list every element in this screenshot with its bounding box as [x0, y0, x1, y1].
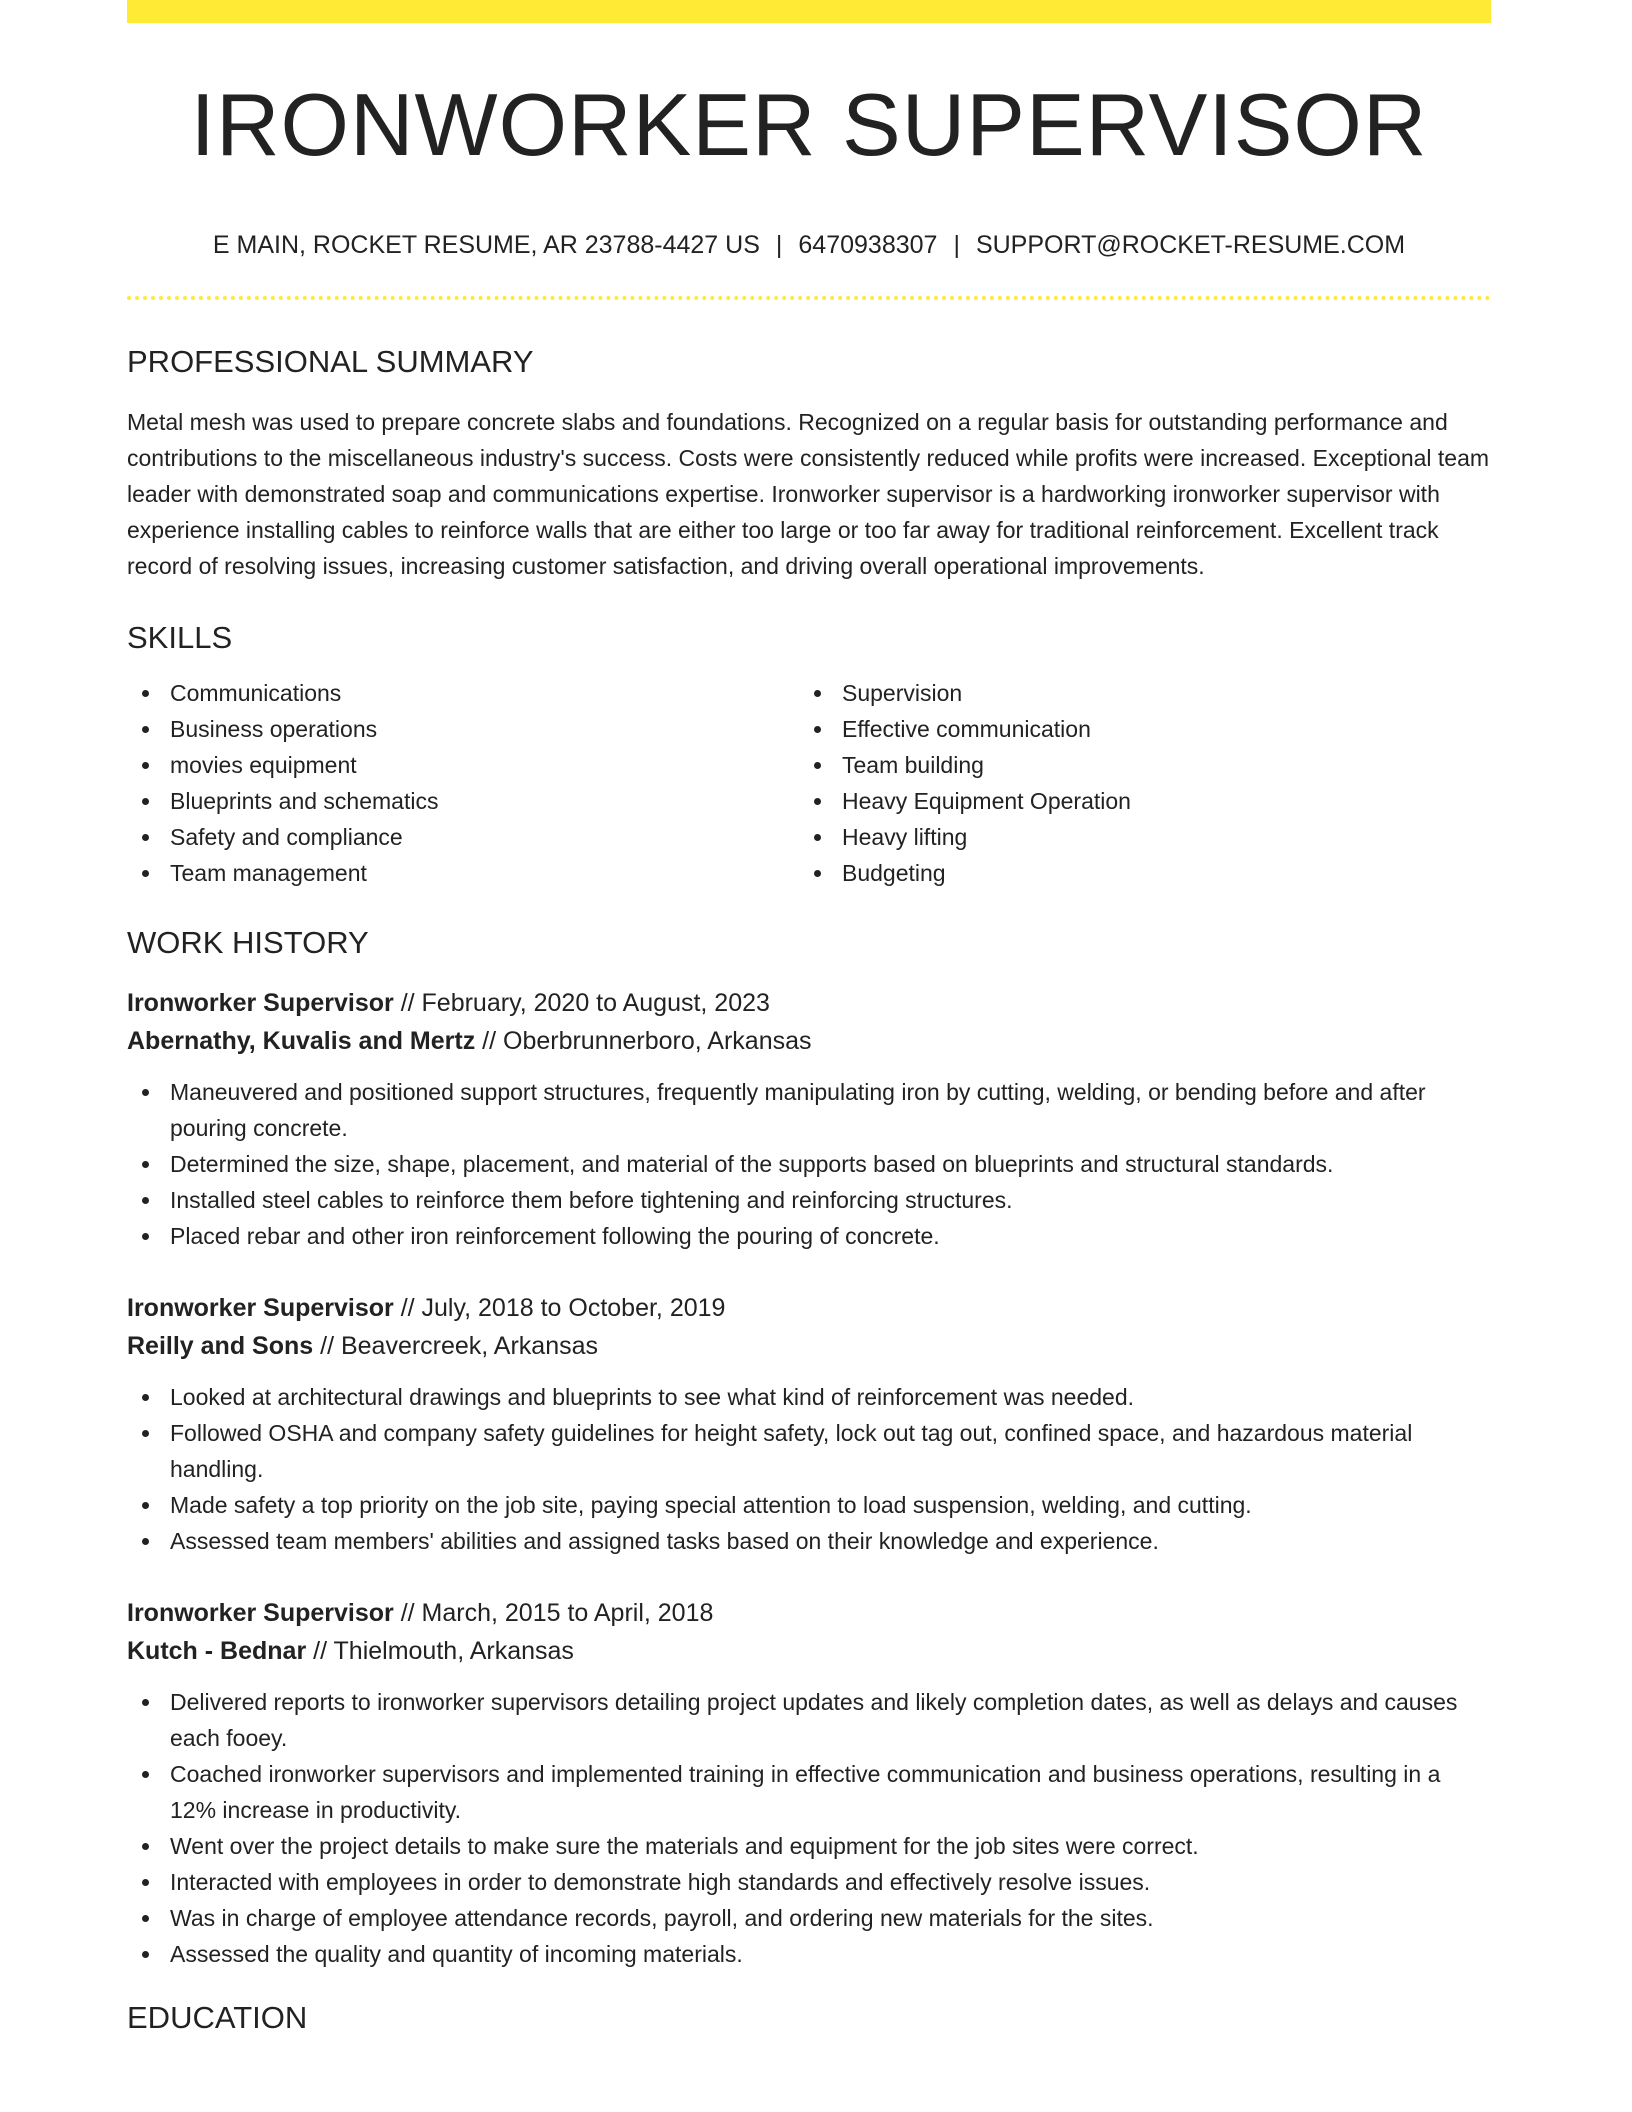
bullet-icon: [142, 1197, 149, 1204]
job-bullet: Interacted with employees in order to demonstrate high standards and effectively resolve issues.: [127, 1864, 1491, 1900]
address: E MAIN, ROCKET RESUME, AR 23788-4427 US: [212, 231, 760, 259]
skill-item: Budgeting: [799, 855, 1471, 891]
bullet-icon: [142, 834, 149, 841]
job-entry: [127, 984, 1491, 1254]
bullet-icon: [142, 1502, 149, 1509]
bullet-icon: [142, 1771, 149, 1778]
job-role: Ironworker Supervisor: [127, 1599, 394, 1627]
bullet-icon: [142, 1430, 149, 1437]
skill-item: movies equipment: [127, 747, 799, 783]
job-bullet: Assessed team members' abilities and assigned tasks based on their knowledge and experience.: [127, 1523, 1491, 1559]
job-company-line: [127, 1327, 1491, 1365]
bullet-icon: [814, 870, 821, 877]
skill-item: Effective communication: [799, 711, 1471, 747]
bullet-icon: [142, 1951, 149, 1958]
job-bullet: Looked at architectural drawings and blueprints to see what kind of reinforcement was needed.: [127, 1379, 1491, 1415]
job-company-line: [127, 1632, 1491, 1670]
job-company: Kutch - Bednar: [127, 1637, 307, 1665]
bullet-icon: [142, 798, 149, 805]
job-dates: // July, 2018 to October, 2019: [393, 1294, 726, 1322]
job-bullets: [127, 1074, 1491, 1254]
bullet-icon: [142, 1915, 149, 1922]
bullet-icon: [142, 1089, 149, 1096]
job-bullet: Assessed the quality and quantity of incoming materials.: [127, 1936, 1491, 1972]
summary-heading: PROFESSIONAL SUMMARY: [127, 344, 534, 379]
contact-separator: |: [775, 231, 783, 259]
bullet-icon: [142, 870, 149, 877]
job-company-line: [127, 1022, 1491, 1060]
job-bullet: Was in charge of employee attendance records, payroll, and ordering new materials for the sites.: [127, 1900, 1491, 1936]
bullet-icon: [142, 1161, 149, 1168]
candidate-name: IRONWORKER SUPERVISOR: [190, 75, 1428, 174]
job-company: Reilly and Sons: [127, 1332, 314, 1360]
bullet-icon: [142, 726, 149, 733]
skill-item: Blueprints and schematics: [127, 783, 799, 819]
contact-line: [127, 233, 1491, 258]
skills-column-right: [799, 675, 1471, 891]
job-company: Abernathy, Kuvalis and Mertz: [127, 1027, 476, 1055]
resume-page: [127, 0, 1491, 2033]
job-bullet: Installed steel cables to reinforce them before tightening and reinforcing structures.: [127, 1182, 1491, 1218]
bullet-icon: [814, 798, 821, 805]
bullet-icon: [142, 1538, 149, 1545]
skills-grid: [127, 675, 1491, 891]
job-bullet: Made safety a top priority on the job site, paying special attention to load suspension, welding, and cutting.: [127, 1487, 1491, 1523]
dotted-divider: [127, 296, 1491, 300]
bullet-icon: [142, 1843, 149, 1850]
job-location: // Thielmouth, Arkansas: [306, 1637, 574, 1665]
job-dates: // February, 2020 to August, 2023: [393, 989, 770, 1017]
job-role: Ironworker Supervisor: [127, 989, 394, 1017]
job-location: // Beavercreek, Arkansas: [313, 1332, 599, 1360]
job-role: Ironworker Supervisor: [127, 1294, 394, 1322]
bullet-icon: [142, 1699, 149, 1706]
skill-item: Communications: [127, 675, 799, 711]
bullet-icon: [814, 762, 821, 769]
skill-item: Business operations: [127, 711, 799, 747]
job-bullet: Followed OSHA and company safety guidelines for height safety, lock out tag out, confined space, and hazardous material handling.: [127, 1415, 1491, 1487]
bullet-icon: [814, 690, 821, 697]
job-bullet: Went over the project details to make sure the materials and equipment for the job sites were correct.: [127, 1828, 1491, 1864]
bullet-icon: [142, 690, 149, 697]
job-bullet: Maneuvered and positioned support structures, frequently manipulating iron by cutting, welding, or bending before and after pouring concrete.: [127, 1074, 1491, 1146]
job-location: // Oberbrunnerboro, Arkansas: [475, 1027, 812, 1055]
skill-item: Team building: [799, 747, 1471, 783]
top-accent-bar: [127, 0, 1491, 23]
job-bullet: Placed rebar and other iron reinforcement following the pouring of concrete.: [127, 1218, 1491, 1254]
work-history-heading: WORK HISTORY: [127, 925, 369, 960]
bullet-icon: [142, 1394, 149, 1401]
skill-item: Team management: [127, 855, 799, 891]
job-entry: [127, 1289, 1491, 1559]
job-bullet: Coached ironworker supervisors and implemented training in effective communication and business operations, resulting in a 12% increase in productivity.: [127, 1756, 1491, 1828]
bullet-icon: [142, 1233, 149, 1240]
skill-item: Supervision: [799, 675, 1471, 711]
skills-column-left: [127, 675, 799, 891]
job-title-line: [127, 1289, 1491, 1327]
job-bullet: Delivered reports to ironworker supervisors detailing project updates and likely completion dates, as well as delays and causes each fooey.: [127, 1684, 1491, 1756]
job-title-line: [127, 984, 1491, 1022]
skills-heading: SKILLS: [127, 620, 233, 655]
bullet-icon: [142, 1879, 149, 1886]
bullet-icon: [814, 834, 821, 841]
job-bullets: [127, 1684, 1491, 1972]
contact-separator: |: [953, 231, 960, 259]
job-dates: // March, 2015 to April, 2018: [393, 1599, 714, 1627]
skill-item: Safety and compliance: [127, 819, 799, 855]
job-entry: [127, 1594, 1491, 1972]
bullet-icon: [142, 762, 149, 769]
skill-item: Heavy lifting: [799, 819, 1471, 855]
summary-text: Metal mesh was used to prepare concrete slabs and foundations. Recognized on a regular basis for outstanding performance and contributions to the miscellaneous industry's success. Costs were consistently reduced while profits were increased. Exceptional team leader with demonstrated soap and communications expertise. Ironworker supervisor is a hardworking ironworker supervisor with experience installing cables to reinforce walls that are either too large or too far away for traditional reinforcement. Excellent track record of resolving issues, increasing customer satisfaction, and driving overall operational improvements.: [127, 409, 1490, 579]
job-title-line: [127, 1594, 1491, 1632]
skill-item: Heavy Equipment Operation: [799, 783, 1471, 819]
education-heading: EDUCATION: [127, 2000, 308, 2035]
job-bullet: Determined the size, shape, placement, and material of the supports based on blueprints and structural standards.: [127, 1146, 1491, 1182]
job-bullets: [127, 1379, 1491, 1559]
bullet-icon: [814, 726, 821, 733]
email-address: SUPPORT@ROCKET-RESUME.COM: [975, 231, 1406, 259]
phone-number: 6470938307: [798, 231, 938, 259]
